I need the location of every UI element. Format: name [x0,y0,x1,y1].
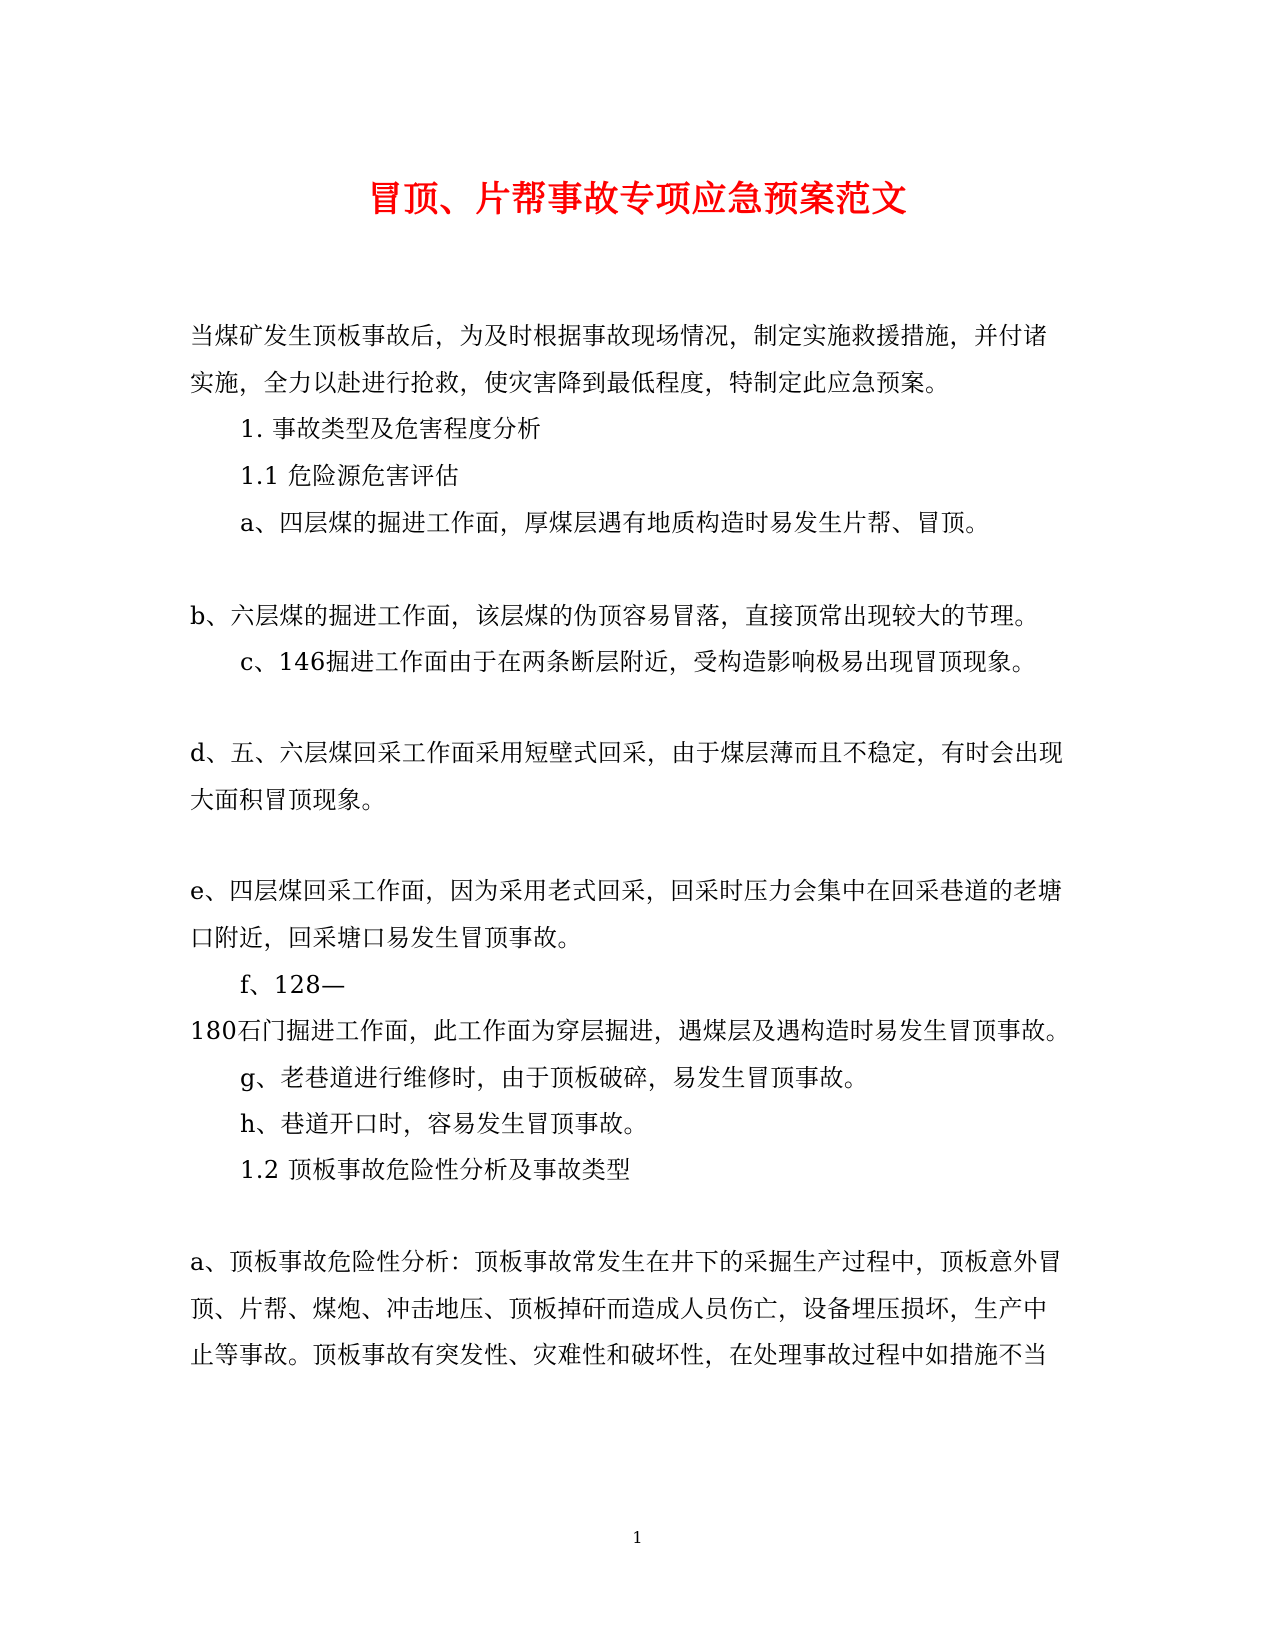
paragraph-line: a、顶板事故危险性分析：顶板事故常发生在井下的采掘生产过程中，顶板意外冒 [190,1248,1063,1276]
list-item: a、四层煤的掘进工作面，厚煤层遇有地质构造时易发生片帮、冒顶。 [240,509,990,537]
section-heading: 1. 事故类型及危害程度分析 [240,415,542,443]
list-item: e、四层煤回采工作面，因为采用老式回采，回采时压力会集中在回采巷道的老塘 [190,877,1063,905]
list-item: b、六层煤的掘进工作面，该层煤的伪顶容易冒落，直接顶常出现较大的节理。 [190,602,1039,630]
subsection-heading: 1.1 危险源危害评估 [240,462,460,490]
list-item-continuation: 大面积冒顶现象。 [190,786,386,814]
document-title: 冒顶、片帮事故专项应急预案范文 [367,179,908,220]
page-number: 1 [632,1528,643,1547]
paragraph-line: 当煤矿发生顶板事故后，为及时根据事故现场情况，制定实施救援措施，并付诸 [190,322,1048,350]
list-item: f、128— [240,971,346,999]
list-item-continuation: 180石门掘进工作面，此工作面为穿层掘进，遇煤层及遇构造时易发生冒顶事故。 [190,1017,1071,1045]
list-item-continuation: 口附近，回采塘口易发生冒顶事故。 [190,924,582,952]
list-item: g、老巷道进行维修时，由于顶板破碎，易发生冒顶事故。 [240,1064,869,1092]
list-item: h、巷道开口时，容易发生冒顶事故。 [240,1110,648,1138]
paragraph-line: 止等事故。顶板事故有突发性、灾难性和破坏性，在处理事故过程中如措施不当 [190,1341,1048,1369]
paragraph-line: 顶、片帮、煤炮、冲击地压、顶板掉矸而造成人员伤亡，设备埋压损坏，生产中 [190,1295,1048,1323]
list-item: c、146掘进工作面由于在两条断层附近，受构造影响极易出现冒顶现象。 [240,648,1037,676]
paragraph-line: 实施，全力以赴进行抢救，使灾害降到最低程度，特制定此应急预案。 [190,369,950,397]
list-item: d、五、六层煤回采工作面采用短壁式回采，由于煤层薄而且不稳定，有时会出现 [190,739,1064,767]
subsection-heading: 1.2 顶板事故危险性分析及事故类型 [240,1156,631,1184]
